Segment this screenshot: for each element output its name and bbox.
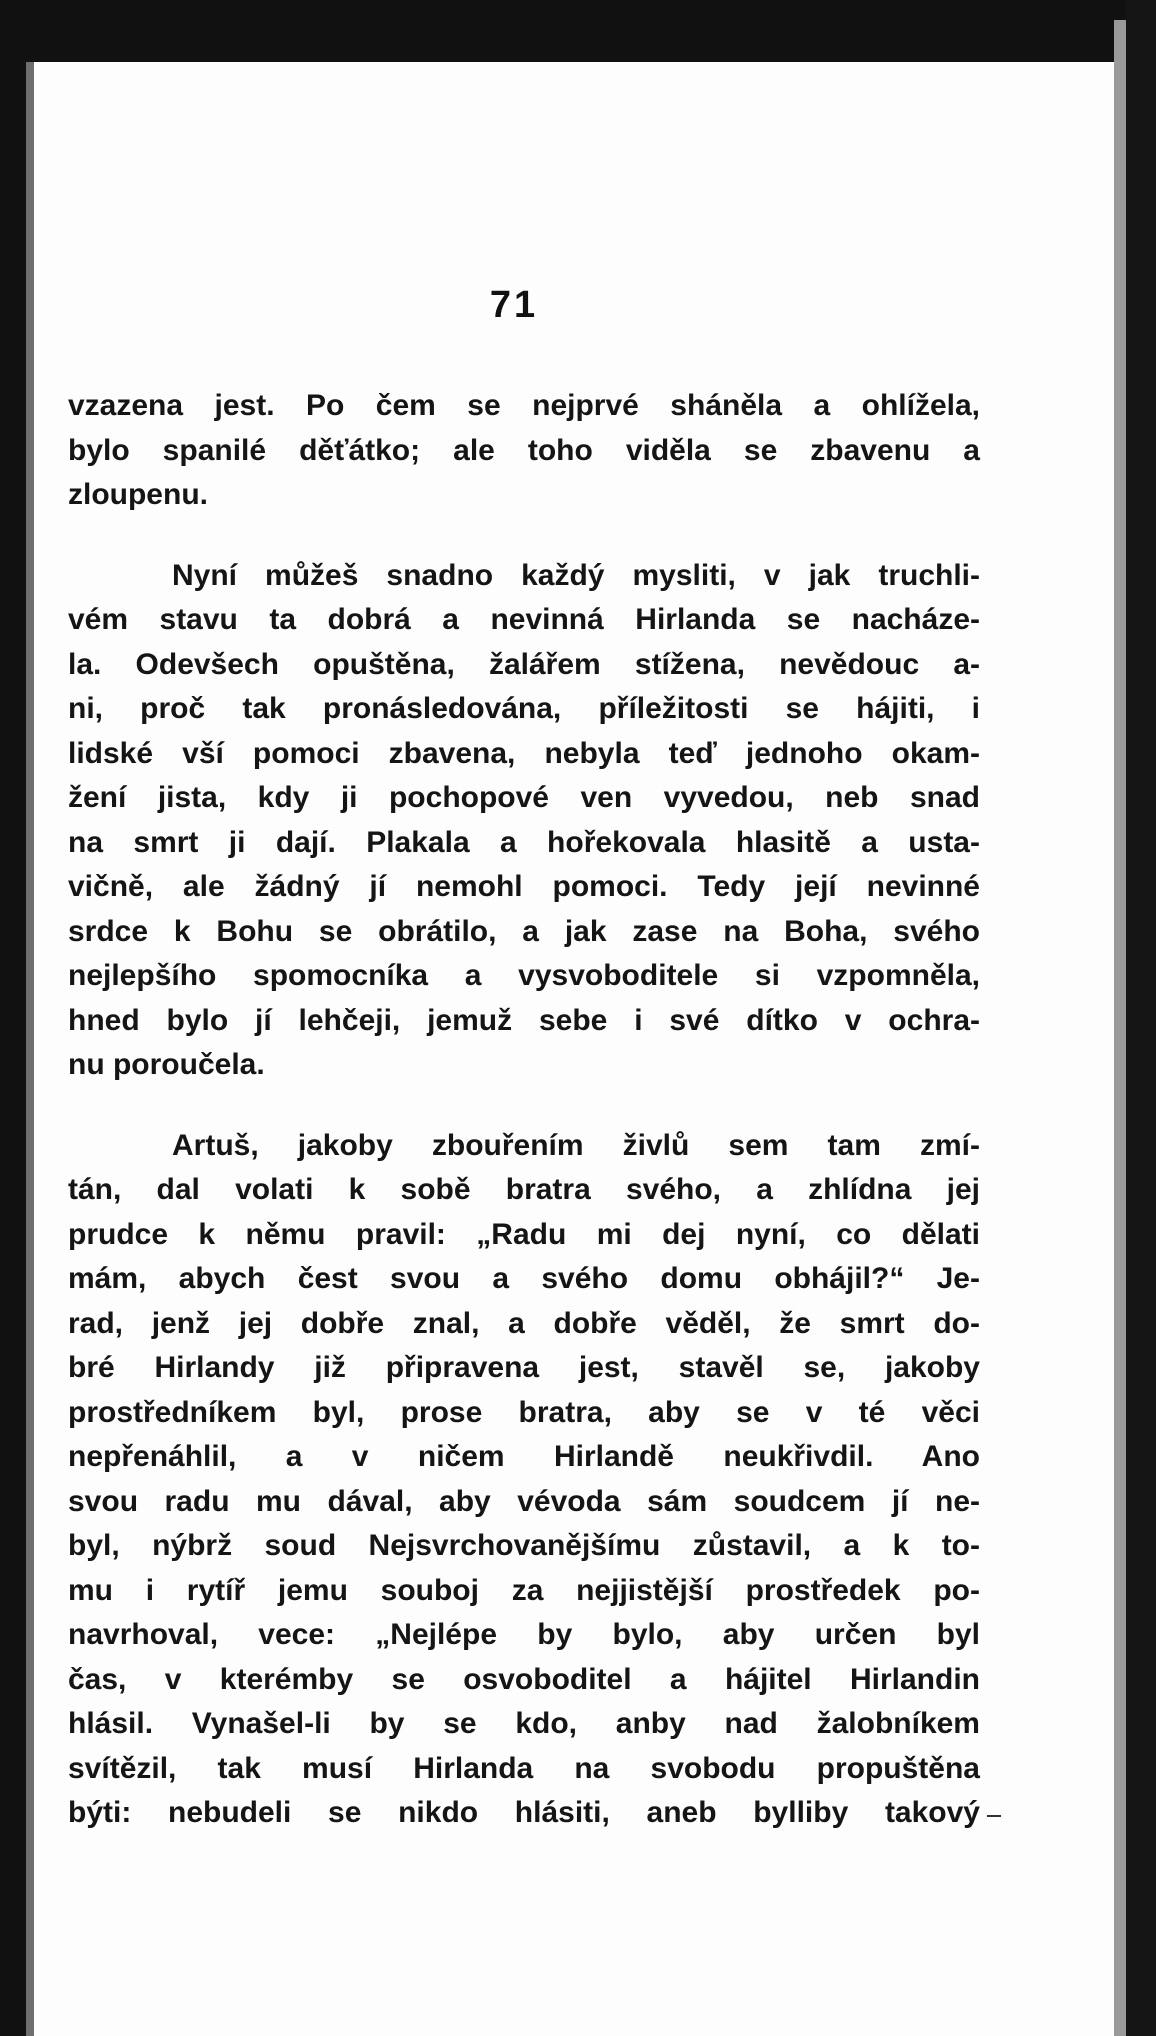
text-line: na smrt ji dají. Plakala a hořekovala hlasitě a usta- <box>68 825 980 859</box>
text-line: hlásil. Vynašel-li by se kdo, anby nad žalobníkem <box>68 1707 980 1740</box>
paragraph-gap <box>68 1088 980 1124</box>
text-line: vičně, ale žádný jí nemohl pomoci. Tedy její nevinné <box>68 870 980 903</box>
text-line: byl, nýbrž soud Nejsvrchovanějšímu zůstavil, a k to- <box>68 1529 980 1562</box>
text-line: vzazena jest. Po čem se nejprvé sháněla a ohlížela, <box>68 389 980 422</box>
line-end-mark <box>987 1815 1001 1817</box>
text-line: lidské vší pomoci zbavena, nebyla teď jednoho okam- <box>68 736 980 770</box>
text-line: nu poroučela. <box>68 1048 265 1081</box>
scan-right-shadow <box>1114 20 1126 2036</box>
scan-left-border <box>0 0 26 2036</box>
text-line: mám, abych čest svou a svého domu obhájil?“ Je- <box>68 1262 980 1295</box>
text-line: zloupenu. <box>68 478 208 511</box>
text-line: žení jista, kdy ji pochopové ven vyvedou, neb snad <box>68 781 980 814</box>
paragraph <box>68 1124 980 1836</box>
text-line: rad, jenž jej dobře znal, a dobře věděl, že smrt do- <box>68 1306 980 1340</box>
paragraph <box>68 384 980 518</box>
book-page <box>34 62 1114 2036</box>
paragraph <box>68 554 980 1088</box>
text-line: bylo spanilé děťátko; ale toho viděla se zbavenu a <box>68 433 980 467</box>
text-line: tán, dal volati k sobě bratra svého, a zhlídna jej <box>68 1173 980 1206</box>
text-line: čas, v kterémby se osvoboditel a hájitel Hirlandin <box>68 1662 980 1696</box>
text-line: srdce k Bohu se obrátilo, a jak zase na Boha, svého <box>68 914 980 948</box>
text-line: la. Odevšech opuštěna, žalářem stížena, nevědouc a- <box>68 647 980 681</box>
text-line: nejlepšího spomocníka a vysvoboditele si vzpomněla, <box>68 959 980 992</box>
text-line: hned bylo jí lehčeji, jemuž sebe i své dítko v ochra- <box>68 1003 980 1037</box>
text-line: bré Hirlandy již připravena jest, stavěl se, jakoby <box>68 1351 980 1384</box>
text-line: vém stavu ta dobrá a nevinná Hirlanda se nacháze- <box>68 603 980 636</box>
text-line: Artuš, jakoby zbouřením živlů sem tam zmí- <box>172 1128 980 1162</box>
text-line: Nyní můžeš snadno každý mysliti, v jak truchli- <box>172 558 980 592</box>
text-line: svou radu mu dával, aby vévoda sám soudcem jí ne- <box>68 1484 980 1518</box>
paragraph-gap <box>68 518 980 554</box>
text-line: ni, proč tak pronásledována, příležitosti se hájiti, i <box>68 692 980 725</box>
scan-right-border <box>1126 0 1156 2036</box>
page-number: 71 <box>489 284 539 326</box>
text-line: prostředníkem byl, prose bratra, aby se v té věci <box>68 1395 980 1429</box>
scan-top-border <box>0 0 1156 62</box>
scan-left-shadow <box>26 62 34 2036</box>
text-line: mu i rytíř jemu souboj za nejjistější prostředek po- <box>68 1573 980 1607</box>
text-line: prudce k němu pravil: „Radu mi dej nyní, co dělati <box>68 1217 980 1251</box>
text-line: býti: nebudeli se nikdo hlásiti, aneb bylliby takový <box>68 1796 980 1829</box>
text-line: navrhoval, vece: „Nejlépe by bylo, aby určen byl <box>68 1618 980 1651</box>
text-line: nepřenáhlil, a v ničem Hirlandě neukřivdil. Ano <box>68 1440 980 1473</box>
body-text <box>68 384 980 1836</box>
text-line: svítězil, tak musí Hirlanda na svobodu propuštěna <box>68 1751 980 1785</box>
